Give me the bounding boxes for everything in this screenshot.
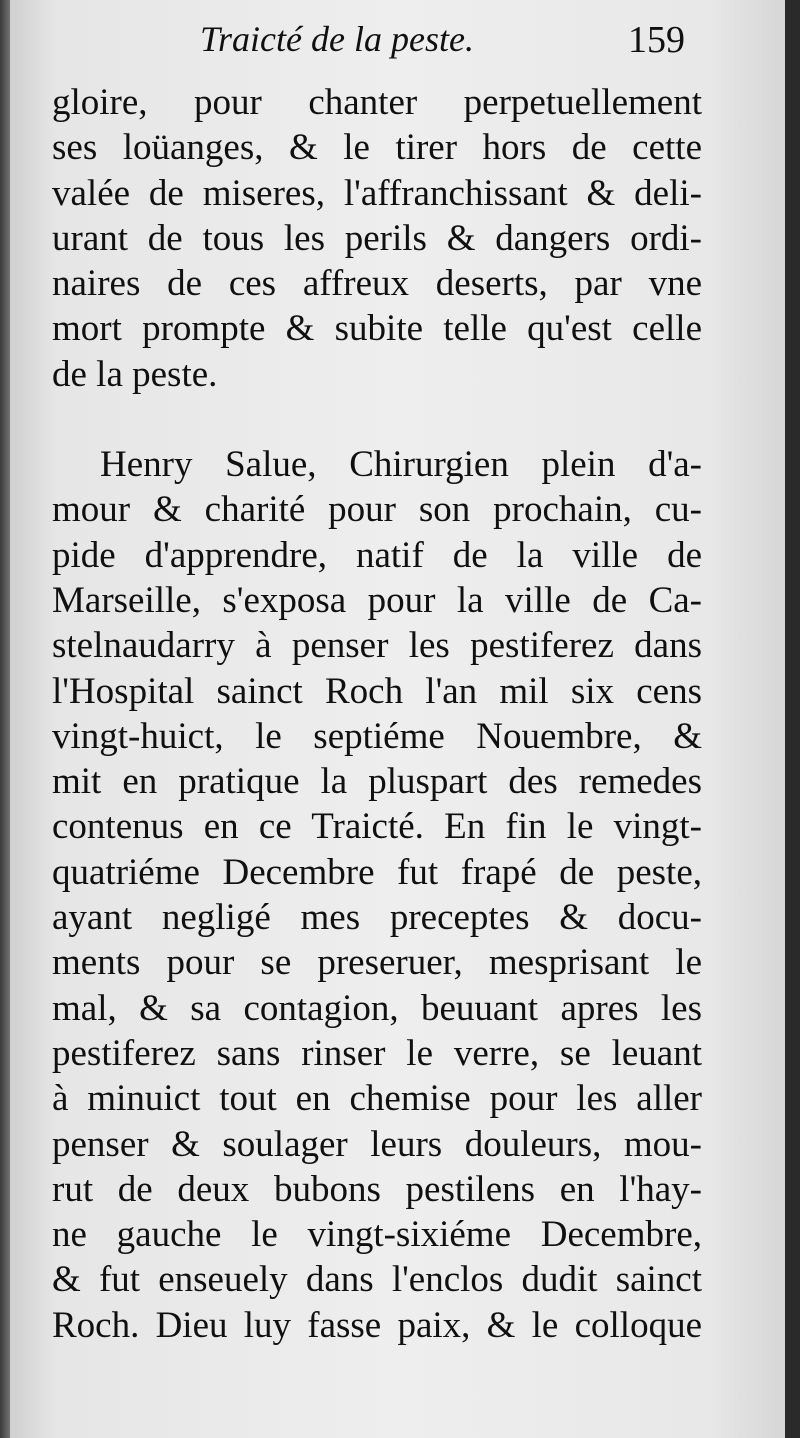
text-line: Marseille, s'exposa pour la ville de Ca-	[52, 579, 702, 621]
text-line: quatriéme Decembre fut frapé de peste,	[52, 851, 702, 893]
text-line: l'Hospital sainct Roch l'an mil six cens	[52, 670, 702, 712]
page-number: 159	[628, 19, 685, 61]
paragraph-2	[52, 442, 702, 1348]
text-line: rut de deux bubons pestilens en l'hay-	[52, 1168, 702, 1210]
text-line: Roch. Dieu luy fasse paix, & le colloque	[52, 1304, 702, 1346]
text-line: penser & soulager leurs douleurs, mou-	[52, 1123, 702, 1165]
text-line: urant de tous les perils & dangers ordi-	[52, 217, 702, 259]
text-line: stelnaudarry à penser les pestiferez dans	[52, 625, 702, 667]
text-line: mal, & sa contagion, beuuant apres les	[52, 987, 702, 1029]
book-page	[10, 0, 785, 1438]
text-line: pestiferez sans rinser le verre, se leuant	[52, 1032, 702, 1074]
text-line: pide d'apprendre, natif de la ville de	[52, 534, 702, 576]
text-line: ments pour se preseruer, mesprisant le	[52, 942, 702, 984]
text-line: de la peste.	[52, 353, 218, 395]
paragraph-1	[52, 80, 702, 397]
text-line: valée de miseres, l'affranchissant & deli-	[52, 172, 702, 214]
text-line: mit en pratique la pluspart des remedes	[52, 761, 702, 803]
text-line: contenus en ce Traicté. En fin le vingt-	[52, 806, 702, 848]
text-line: gloire, pour chanter perpetuellement	[52, 82, 702, 123]
text-line: & fut enseuely dans l'enclos dudit sainct	[52, 1259, 702, 1301]
text-line: ses loüanges, & le tirer hors de cette	[52, 127, 702, 169]
text-line: naires de ces affreux deserts, par vne	[52, 263, 702, 305]
paragraph-gap	[52, 397, 702, 442]
text-line: à minuict tout en chemise pour les aller	[52, 1078, 702, 1120]
running-title: Traicté de la peste.	[200, 19, 474, 59]
text-line: mour & charité pour son prochain, cu-	[52, 489, 702, 531]
text-line: Henry Salue, Chirurgien plein d'a-	[100, 444, 702, 486]
text-line: ayant negligé mes preceptes & docu-	[52, 897, 702, 939]
text-line: vingt-huict, le septiéme Nouembre, &	[52, 715, 702, 757]
body-text	[52, 80, 702, 1348]
text-line: mort prompte & subite telle qu'est celle	[52, 308, 702, 350]
text-line: ne gauche le vingt-sixiéme Decembre,	[52, 1214, 702, 1256]
